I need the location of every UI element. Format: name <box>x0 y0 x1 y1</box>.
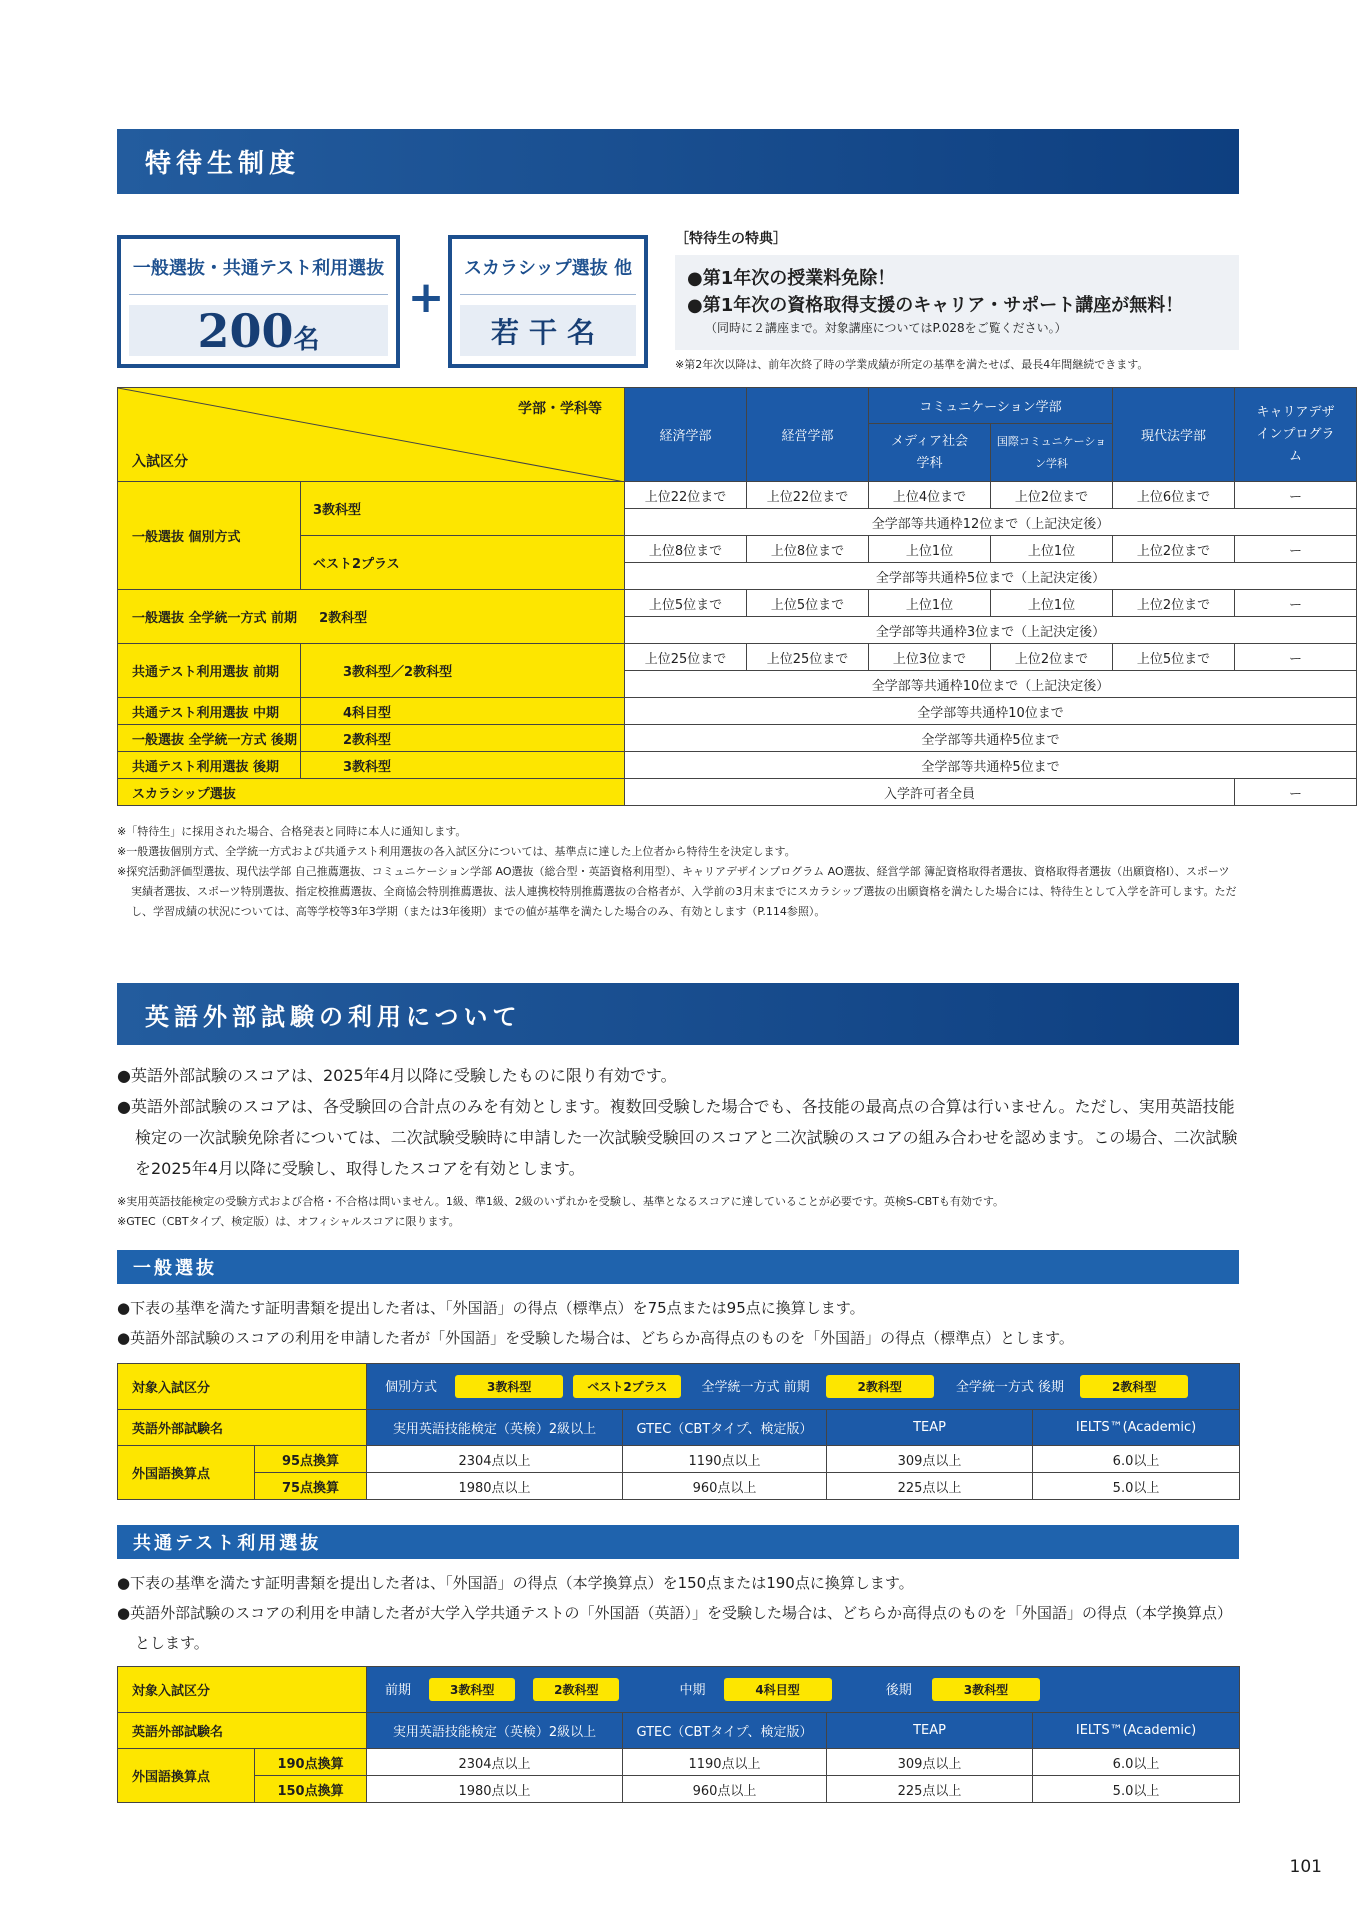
cell: 上位2位まで <box>1113 590 1235 617</box>
plus-sign: + <box>407 272 445 323</box>
cell: 上位25位まで <box>747 644 869 671</box>
score-label: 190点換算 <box>255 1749 367 1776</box>
cell: 上位2位まで <box>991 482 1113 509</box>
cell: 上位1位 <box>991 590 1113 617</box>
cell: ー <box>1235 644 1357 671</box>
note: ※実用英語技能検定の受験方式および合格・不合格は問いません。1級、準1級、2級のいずれかを受験し、基準となるスコアに達していることが必要です。英検S-CBTも有効です。 <box>117 1195 1005 1208</box>
cell: 6.0以上 <box>1033 1446 1240 1473</box>
col-comm: コミュニケーション学部 <box>869 388 1113 424</box>
cell: 上位6位まで <box>1113 482 1235 509</box>
note: ※GTEC（CBTタイプ、検定版）は、オフィシャルスコアに限ります。 <box>117 1215 460 1228</box>
bullet: ●下表の基準を満たす証明書類を提出した者は、「外国語」の得点（本学換算点）を150点または190点に換算します。 <box>117 1574 914 1592</box>
row-cat-kobetsu: 一般選抜 個別方式 <box>118 482 301 590</box>
cell: 960点以上 <box>623 1776 827 1803</box>
score-label: 75点換算 <box>255 1473 367 1500</box>
row-label-score: 外国語換算点 <box>118 1446 255 1500</box>
tokutai-table <box>117 387 1357 806</box>
cell: ー <box>1235 590 1357 617</box>
cell: 上位4位まで <box>869 482 991 509</box>
pill-3kyoka: 3教科型 <box>932 1678 1040 1701</box>
cell: 上位5位まで <box>1113 644 1235 671</box>
label-kouki: 全学統一方式 後期 <box>955 1380 1065 1395</box>
row-cat-zenki: 一般選抜 全学統一方式 前期 2教科型 <box>118 590 625 644</box>
row-type-kyotsu-zenki: 3教科型／2教科型 <box>301 644 625 698</box>
cell: 6.0以上 <box>1033 1749 1240 1776</box>
section-title: 特待生制度 <box>145 149 301 179</box>
table-corner <box>118 388 625 482</box>
test-eiken: 実用英語技能検定（英検）2級以上 <box>367 1713 623 1749</box>
common-cell: 全学部等共通枠5位まで <box>625 752 1357 779</box>
label-chuki: 中期 <box>679 1683 706 1698</box>
corner-top-label: 学部・学科等 <box>518 401 602 417</box>
common-cell: 全学部等共通枠10位まで <box>625 698 1357 725</box>
bullet: ●英語外部試験のスコアの利用を申請した者が大学入学共通テストの「外国語（英語）」を受験した場合は、どちらか高得点のものを「外国語」の得点（本学換算点）とします。 <box>117 1604 1232 1652</box>
bullet: ●英語外部試験のスコアの利用を申請した者が「外国語」を受験した場合は、どちらか高得点のものを「外国語」の得点（標準点）とします。 <box>117 1329 1074 1347</box>
cell: 1980点以上 <box>367 1776 623 1803</box>
common-cell: 全学部等共通枠12位まで（上記決定後） <box>625 509 1357 536</box>
pill-4kamoku: 4科目型 <box>724 1678 832 1701</box>
common-cell: 全学部等共通枠5位まで <box>625 725 1357 752</box>
row-label-testname: 英語外部試験名 <box>118 1713 367 1749</box>
col-econ: 経済学部 <box>625 388 747 482</box>
quota-label-2: スカラシップ選抜 他 <box>460 239 636 295</box>
test-eiken: 実用英語技能検定（英検）2級以上 <box>367 1410 623 1446</box>
cell: 2304点以上 <box>367 1446 623 1473</box>
pill-2kyoka: 2教科型 <box>533 1678 619 1701</box>
corner-bottom-label: 入試区分 <box>132 454 188 470</box>
cell: 2304点以上 <box>367 1749 623 1776</box>
quota-value-2: 若干名 <box>460 305 636 356</box>
cell: 上位3位まで <box>869 644 991 671</box>
note: ※「特待生」に採用された場合、合格発表と同時に本人に通知します。 <box>117 825 467 838</box>
section-title: 英語外部試験の利用について <box>145 1002 522 1031</box>
col-intl: 国際コミュニケーション学科 <box>991 424 1113 482</box>
cell: 1190点以上 <box>623 1749 827 1776</box>
row-cat-kyotsu-zenki: 共通テスト利用選抜 前期 <box>118 644 301 698</box>
cell: 上位1位 <box>869 536 991 563</box>
quota-unit: 名 <box>293 325 320 355</box>
benefit-2: ●第1年次の資格取得支援のキャリア・サポート講座が無料！ <box>687 295 1184 316</box>
section-header-english <box>117 983 1239 1045</box>
common-table <box>117 1666 1240 1803</box>
pill-2kyoka: 2教科型 <box>826 1375 934 1398</box>
pill-2kyoka: 2教科型 <box>1080 1375 1188 1398</box>
bullet: ●下表の基準を満たす証明書類を提出した者は、「外国語」の得点（標準点）を75点または95点に換算します。 <box>117 1299 865 1317</box>
page-number: 101 <box>1289 1857 1322 1877</box>
test-teap: TEAP <box>827 1410 1033 1446</box>
benefits-title: ［特待生の特典］ <box>675 231 787 247</box>
score-label: 150点換算 <box>255 1776 367 1803</box>
note: ※一般選抜個別方式、全学統一方式および共通テスト利用選抜の各入試区分については、基準点に達した上位者から特待生を決定します。 <box>117 845 796 858</box>
row-label-target: 対象入試区分 <box>118 1364 367 1410</box>
test-ielts: IELTS™(Academic) <box>1033 1713 1240 1749</box>
cell: ー <box>1235 536 1357 563</box>
cell: 上位22位まで <box>747 482 869 509</box>
cell: 960点以上 <box>623 1473 827 1500</box>
scholarship-quota-box <box>448 235 648 368</box>
bullet: ●英語外部試験のスコアは、2025年4月以降に受験したものに限り有効です。 <box>117 1066 677 1085</box>
cell: 上位5位まで <box>747 590 869 617</box>
pill-3kyoka: 3教科型 <box>429 1678 515 1701</box>
cell: 5.0以上 <box>1033 1473 1240 1500</box>
row-type-best2: ベスト2プラス <box>301 536 625 590</box>
cell: 上位2位まで <box>991 644 1113 671</box>
bullet: ●英語外部試験のスコアは、各受験回の合計点のみを有効とします。複数回受験した場合でも、各技能の最高点の合算は行いません。ただし、実用英語技能検定の一次試験免除者については、二次試験受験時に申請した一次試験受験回のスコアと二次試験のスコアの組み合わせを認めます。この場合、二次試験を2025年4月以降に受験し、取得したスコアを有効とします。 <box>117 1097 1238 1178</box>
benefit-3: （同時に２講座まで。対象講座についてはP.028をご覧ください。） <box>705 321 1067 335</box>
common-bullets <box>117 1568 1239 1658</box>
target-exams <box>367 1667 1240 1713</box>
cell: ー <box>1235 779 1357 806</box>
section-header-tokutai <box>117 129 1239 194</box>
col-media: メディア社会学科 <box>869 424 991 482</box>
label-kouki: 後期 <box>885 1683 912 1698</box>
quota-value: 200 <box>197 303 294 358</box>
row-label-score: 外国語換算点 <box>118 1749 255 1803</box>
row-cat-kouki: 一般選抜 全学統一方式 後期 <box>118 725 301 752</box>
label-zenki: 前期 <box>385 1683 412 1698</box>
cell: ー <box>1235 482 1357 509</box>
common-cell: 入学許可者全員 <box>625 779 1235 806</box>
notes-1 <box>117 822 1239 922</box>
row-label-target: 対象入試区分 <box>118 1667 367 1713</box>
benefits-panel <box>675 255 1239 350</box>
cell: 上位22位まで <box>625 482 747 509</box>
row-label-testname: 英語外部試験名 <box>118 1410 367 1446</box>
general-quota-box <box>117 235 400 368</box>
cell: 上位8位まで <box>625 536 747 563</box>
label-zenki: 全学統一方式 前期 <box>701 1380 810 1395</box>
target-exams <box>367 1364 1240 1410</box>
cell: 225点以上 <box>827 1776 1033 1803</box>
cell: 309点以上 <box>827 1446 1033 1473</box>
row-cat-kyotsu-kouki: 共通テスト利用選抜 後期 <box>118 752 301 779</box>
row-type-kyotsu-kouki: 3教科型 <box>301 752 625 779</box>
note: ※探究活動評価型選抜、現代法学部 自己推薦選抜、コミュニケーション学部 AO選抜（総合型・英語資格利用型）、キャリアデザインプログラム AO選抜、経営学部 簿記資格取得者選抜、資格取得者選抜（出願資格Ⅰ）、スポーツ実績者選抜、スポーツ特別選抜、指定校推薦選抜、全商協会特別推薦選抜、法人連携校特別推薦選抜の合格者が、入学前の3月末までにスカラシップ選抜の出願資格を満たした場合には、特待生として入学を許可します。ただし、学習成績の状況については、高等学校等3年3学期（または3年後期）までの値が基準を満たした場合のみ、有効とします（P.114参照）。 <box>117 865 1237 918</box>
english-bullets <box>117 1060 1239 1184</box>
cell: 309点以上 <box>827 1749 1033 1776</box>
cell: 上位5位まで <box>625 590 747 617</box>
benefit-note: ※第2年次以降は、前年次終了時の学業成績が所定の基準を満たせば、最長4年間継続できます。 <box>675 358 1149 371</box>
row-type-3kyoka: 3教科型 <box>301 482 625 536</box>
row-type-kouki: 2教科型 <box>301 725 625 752</box>
cell: 上位8位まで <box>747 536 869 563</box>
score-label: 95点換算 <box>255 1446 367 1473</box>
notes-2 <box>117 1192 1239 1232</box>
general-bullets <box>117 1293 1239 1353</box>
row-cat-scholarship: スカラシップ選抜 <box>118 779 625 806</box>
col-mgmt: 経営学部 <box>747 388 869 482</box>
cell: 1190点以上 <box>623 1446 827 1473</box>
test-gtec: GTEC（CBTタイプ、検定版） <box>623 1713 827 1749</box>
cell: 上位2位まで <box>1113 536 1235 563</box>
test-teap: TEAP <box>827 1713 1033 1749</box>
common-cell: 全学部等共通枠3位まで（上記決定後） <box>625 617 1357 644</box>
pill-best2: ベスト2プラス <box>573 1375 681 1398</box>
cell: 1980点以上 <box>367 1473 623 1500</box>
row-cat-chuki: 共通テスト利用選抜 中期 <box>118 698 301 725</box>
col-career: キャリアデザインプログラム <box>1235 388 1357 482</box>
cell: 5.0以上 <box>1033 1776 1240 1803</box>
row-type-chuki: 4科目型 <box>301 698 625 725</box>
cell: 225点以上 <box>827 1473 1033 1500</box>
common-cell: 全学部等共通枠10位まで（上記決定後） <box>625 671 1357 698</box>
quota-label: 一般選抜・共通テスト利用選抜 <box>129 239 388 295</box>
cell: 上位1位 <box>991 536 1113 563</box>
cell: 上位25位まで <box>625 644 747 671</box>
label-kobetsu: 個別方式 <box>385 1380 438 1395</box>
cell: 上位1位 <box>869 590 991 617</box>
col-law: 現代法学部 <box>1113 388 1235 482</box>
common-cell: 全学部等共通枠5位まで（上記決定後） <box>625 563 1357 590</box>
pill-3kyoka: 3教科型 <box>455 1375 563 1398</box>
subheader-general: 一般選抜 <box>117 1250 1239 1284</box>
test-gtec: GTEC（CBTタイプ、検定版） <box>623 1410 827 1446</box>
test-ielts: IELTS™(Academic) <box>1033 1410 1240 1446</box>
benefit-1: ●第1年次の授業料免除！ <box>687 268 896 289</box>
subheader-common: 共通テスト利用選抜 <box>117 1525 1239 1559</box>
general-table <box>117 1363 1240 1500</box>
